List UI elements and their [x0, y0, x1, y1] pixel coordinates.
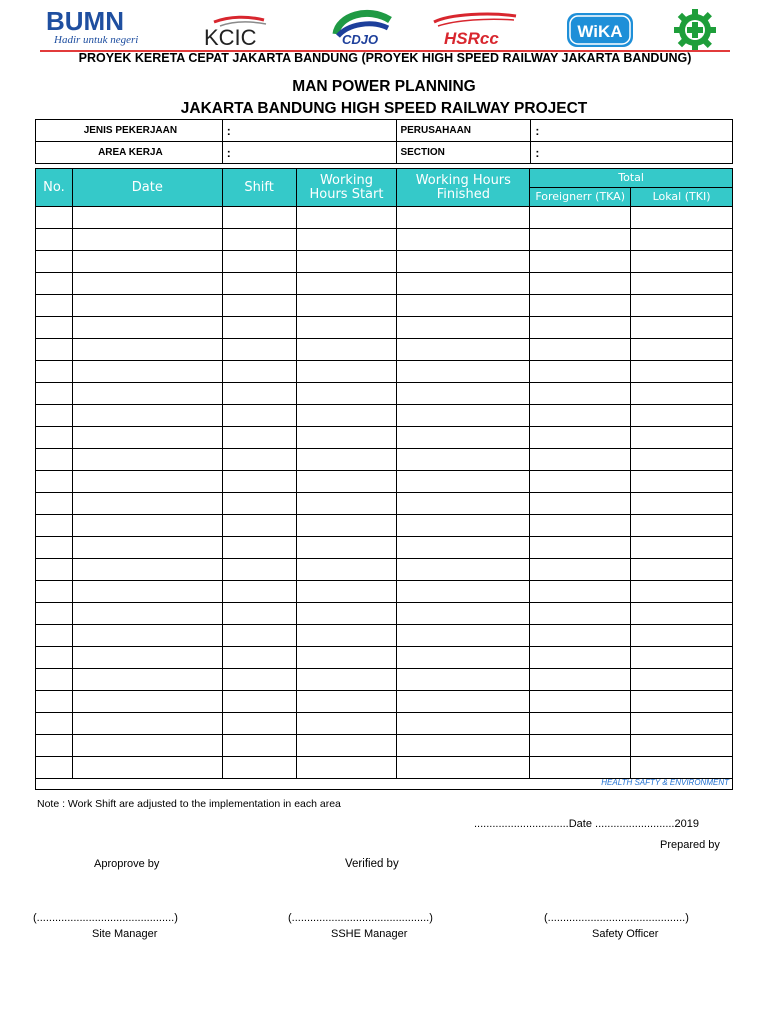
cell-no[interactable] — [36, 647, 73, 669]
cell-no[interactable] — [36, 361, 73, 383]
cell-tka[interactable] — [530, 207, 631, 229]
wika-logo — [566, 12, 634, 48]
cell-no[interactable] — [36, 691, 73, 713]
col-header-working-hours-finished — [397, 169, 530, 207]
table-row — [36, 515, 733, 537]
cell-date[interactable] — [72, 427, 222, 449]
cell-tka[interactable] — [530, 713, 631, 735]
cell-tka[interactable] — [530, 471, 631, 493]
cell-tka[interactable] — [530, 427, 631, 449]
cell-finish[interactable] — [397, 317, 530, 339]
area-kerja-label: AREA KERJA — [36, 142, 223, 164]
cell-tka[interactable] — [530, 669, 631, 691]
col-header-shift: Shift — [222, 169, 296, 207]
cell-tka[interactable] — [530, 493, 631, 515]
page-subtitle: JAKARTA BANDUNG HIGH SPEED RAILWAY PROJECT — [180, 100, 588, 117]
cell-no[interactable] — [36, 471, 73, 493]
table-row — [36, 295, 733, 317]
cell-start[interactable] — [296, 647, 397, 669]
cell-tki[interactable] — [631, 735, 733, 757]
cell-tka[interactable] — [530, 295, 631, 317]
cell-shift[interactable] — [222, 669, 296, 691]
cell-start[interactable] — [296, 537, 397, 559]
cell-no[interactable] — [36, 317, 73, 339]
table-row — [36, 669, 733, 691]
col-header-total: Total — [530, 169, 733, 188]
date-line[interactable]: ...............................Date ..........................2019 — [474, 818, 699, 830]
col-header-tka: Foreignerr (TKA) — [530, 188, 631, 207]
cell-finish[interactable] — [397, 383, 530, 405]
table-row — [36, 691, 733, 713]
table-row — [36, 493, 733, 515]
cell-finish[interactable] — [397, 669, 530, 691]
cell-tki[interactable] — [631, 493, 733, 515]
cell-start[interactable] — [296, 405, 397, 427]
cell-no[interactable] — [36, 735, 73, 757]
cell-shift[interactable] — [222, 405, 296, 427]
cell-finish[interactable] — [397, 581, 530, 603]
cell-no[interactable] — [36, 669, 73, 691]
cell-tki[interactable] — [631, 295, 733, 317]
table-row — [36, 273, 733, 295]
cell-start[interactable] — [296, 691, 397, 713]
col-header-start-line2: Hours Start — [309, 186, 384, 202]
cell-finish[interactable] — [397, 757, 530, 779]
hsrcc-logo-text: HSRcc — [444, 29, 499, 48]
cell-shift[interactable] — [222, 735, 296, 757]
safety-officer-signature[interactable]: (.............................................) — [544, 912, 689, 924]
cell-no[interactable] — [36, 383, 73, 405]
cell-tki[interactable] — [631, 647, 733, 669]
cell-finish[interactable] — [397, 625, 530, 647]
cell-start[interactable] — [296, 427, 397, 449]
cell-finish[interactable] — [397, 691, 530, 713]
cell-tki[interactable] — [631, 449, 733, 471]
cell-date[interactable] — [72, 383, 222, 405]
cell-tka[interactable] — [530, 603, 631, 625]
kcic-logo — [200, 8, 282, 48]
cell-date[interactable] — [72, 713, 222, 735]
cell-date[interactable] — [72, 339, 222, 361]
cell-finish[interactable] — [397, 515, 530, 537]
cell-tka[interactable] — [530, 361, 631, 383]
cell-shift[interactable] — [222, 471, 296, 493]
k3-safety-logo — [672, 8, 718, 52]
cdjo-logo-text: CDJO — [342, 32, 379, 47]
cell-start[interactable] — [296, 339, 397, 361]
cell-tki[interactable] — [631, 317, 733, 339]
col-header-date: Date — [72, 169, 222, 207]
cell-finish[interactable] — [397, 295, 530, 317]
cell-tka[interactable] — [530, 515, 631, 537]
cell-tki[interactable] — [631, 273, 733, 295]
table-row — [36, 427, 733, 449]
cell-date[interactable] — [72, 449, 222, 471]
cell-start[interactable] — [296, 669, 397, 691]
cell-shift[interactable] — [222, 229, 296, 251]
cell-tki[interactable] — [631, 339, 733, 361]
col-header-no: No. — [36, 169, 73, 207]
cell-tki[interactable] — [631, 757, 733, 779]
table-row — [36, 361, 733, 383]
cell-finish[interactable] — [397, 735, 530, 757]
cell-start[interactable] — [296, 603, 397, 625]
hse-caption: HEALTH SAFTY & ENVIRONMENT — [601, 778, 729, 787]
cell-date[interactable] — [72, 251, 222, 273]
cell-start[interactable] — [296, 207, 397, 229]
project-line: PROYEK KERETA CEPAT JAKARTA BANDUNG (PROYEK HIGH SPEED RAILWAY JAKARTA BANDUNG) — [78, 51, 692, 65]
cell-start[interactable] — [296, 295, 397, 317]
cell-tki[interactable] — [631, 427, 733, 449]
cell-no[interactable] — [36, 581, 73, 603]
cell-no[interactable] — [36, 207, 73, 229]
cell-tka[interactable] — [530, 691, 631, 713]
cell-date[interactable] — [72, 361, 222, 383]
cell-tka[interactable] — [530, 735, 631, 757]
cell-start[interactable] — [296, 713, 397, 735]
col-header-tki: Lokal (TKI) — [631, 188, 733, 207]
cell-finish[interactable] — [397, 427, 530, 449]
section-label: SECTION — [397, 142, 531, 164]
cell-no[interactable] — [36, 427, 73, 449]
cell-shift[interactable] — [222, 295, 296, 317]
cell-no[interactable] — [36, 515, 73, 537]
cell-start[interactable] — [296, 493, 397, 515]
cell-no[interactable] — [36, 449, 73, 471]
cell-no[interactable] — [36, 295, 73, 317]
cell-shift[interactable] — [222, 757, 296, 779]
table-row — [36, 317, 733, 339]
info-table — [35, 119, 733, 164]
table-row — [36, 405, 733, 427]
cell-no[interactable] — [36, 713, 73, 735]
cell-shift[interactable] — [222, 691, 296, 713]
cell-date[interactable] — [72, 207, 222, 229]
cell-tki[interactable] — [631, 691, 733, 713]
cell-tki[interactable] — [631, 669, 733, 691]
table-row — [36, 471, 733, 493]
cell-tka[interactable] — [530, 449, 631, 471]
bumn-tagline: Hadir untuk negeri — [54, 34, 139, 46]
table-row — [36, 603, 733, 625]
cell-finish[interactable] — [397, 405, 530, 427]
cell-tka[interactable] — [530, 229, 631, 251]
site-manager-signature[interactable]: (.............................................) — [33, 912, 178, 924]
cell-shift[interactable] — [222, 559, 296, 581]
col-header-finish-line2: Finished — [436, 186, 490, 202]
cell-start[interactable] — [296, 317, 397, 339]
cdjo-logo — [328, 6, 398, 48]
cell-date[interactable] — [72, 757, 222, 779]
cell-no[interactable] — [36, 603, 73, 625]
cell-shift[interactable] — [222, 603, 296, 625]
cell-shift[interactable] — [222, 427, 296, 449]
cell-shift[interactable] — [222, 339, 296, 361]
cell-date[interactable] — [72, 493, 222, 515]
cell-tki[interactable] — [631, 361, 733, 383]
cell-tki[interactable] — [631, 537, 733, 559]
cell-finish[interactable] — [397, 449, 530, 471]
cell-date[interactable] — [72, 295, 222, 317]
cell-tki[interactable] — [631, 603, 733, 625]
site-manager-label: Site Manager — [92, 928, 158, 940]
section-field[interactable]: : — [531, 142, 733, 164]
cell-date[interactable] — [72, 691, 222, 713]
cell-tka[interactable] — [530, 647, 631, 669]
cell-no[interactable] — [36, 559, 73, 581]
cell-tka[interactable] — [530, 251, 631, 273]
perusahaan-field[interactable]: : — [531, 120, 733, 142]
cell-shift[interactable] — [222, 647, 296, 669]
table-row — [36, 647, 733, 669]
bumn-logo — [46, 8, 158, 50]
hsrcc-logo — [430, 10, 520, 48]
table-row — [36, 383, 733, 405]
cell-shift[interactable] — [222, 625, 296, 647]
page-title: MAN POWER PLANNING — [292, 78, 476, 95]
cell-no[interactable] — [36, 537, 73, 559]
table-row — [36, 229, 733, 251]
area-kerja-field[interactable]: : — [222, 142, 397, 164]
cell-start[interactable] — [296, 735, 397, 757]
cell-tki[interactable] — [631, 405, 733, 427]
cell-shift[interactable] — [222, 207, 296, 229]
cell-no[interactable] — [36, 251, 73, 273]
cell-finish[interactable] — [397, 361, 530, 383]
cell-start[interactable] — [296, 515, 397, 537]
cell-date[interactable] — [72, 471, 222, 493]
cell-shift[interactable] — [222, 515, 296, 537]
cell-shift[interactable] — [222, 317, 296, 339]
wika-logo-text: WiKA — [577, 22, 623, 41]
cell-finish[interactable] — [397, 603, 530, 625]
cell-start[interactable] — [296, 229, 397, 251]
table-row — [36, 757, 733, 779]
cell-no[interactable] — [36, 273, 73, 295]
cell-tki[interactable] — [631, 581, 733, 603]
cell-tki[interactable] — [631, 515, 733, 537]
cell-tka[interactable] — [530, 317, 631, 339]
cell-date[interactable] — [72, 581, 222, 603]
safety-officer-label: Safety Officer — [592, 928, 659, 940]
cell-date[interactable] — [72, 317, 222, 339]
cell-finish[interactable] — [397, 229, 530, 251]
col-header-finish-line1: Working Hours — [415, 172, 511, 188]
bumn-logo-text: BUMN — [46, 6, 124, 36]
cell-tki[interactable] — [631, 383, 733, 405]
col-header-start-line1: Working — [319, 172, 373, 188]
verified-by-label: Verified by — [345, 858, 399, 870]
manpower-table — [35, 168, 733, 779]
cell-date[interactable] — [72, 625, 222, 647]
cell-finish[interactable] — [397, 339, 530, 361]
sshe-manager-label: SSHE Manager — [331, 928, 408, 940]
hse-strip — [35, 777, 733, 790]
cell-shift[interactable] — [222, 581, 296, 603]
cell-tki[interactable] — [631, 207, 733, 229]
cell-start[interactable] — [296, 273, 397, 295]
cell-no[interactable] — [36, 339, 73, 361]
note-text: Note : Work Shift are adjusted to the implementation in each area — [37, 798, 341, 810]
approve-by-label: Aproprove by — [94, 858, 160, 870]
jenis-pekerjaan-label: JENIS PEKERJAAN — [36, 120, 223, 142]
cell-shift[interactable] — [222, 251, 296, 273]
cell-start[interactable] — [296, 559, 397, 581]
sshe-manager-signature[interactable]: (.............................................) — [288, 912, 433, 924]
cell-date[interactable] — [72, 273, 222, 295]
cell-tka[interactable] — [530, 559, 631, 581]
cell-finish[interactable] — [397, 471, 530, 493]
cell-tki[interactable] — [631, 559, 733, 581]
cell-tka[interactable] — [530, 757, 631, 779]
manpower-table-body — [36, 207, 733, 779]
cell-finish[interactable] — [397, 251, 530, 273]
cell-finish[interactable] — [397, 647, 530, 669]
cell-date[interactable] — [72, 405, 222, 427]
cell-tka[interactable] — [530, 581, 631, 603]
cell-shift[interactable] — [222, 713, 296, 735]
cell-tka[interactable] — [530, 339, 631, 361]
cell-tki[interactable] — [631, 229, 733, 251]
cell-start[interactable] — [296, 383, 397, 405]
cell-start[interactable] — [296, 449, 397, 471]
table-row — [36, 625, 733, 647]
cell-no[interactable] — [36, 405, 73, 427]
cell-date[interactable] — [72, 669, 222, 691]
table-row — [36, 735, 733, 757]
table-row — [36, 713, 733, 735]
cell-finish[interactable] — [397, 273, 530, 295]
table-row — [36, 339, 733, 361]
cell-date[interactable] — [72, 537, 222, 559]
cell-tki[interactable] — [631, 713, 733, 735]
cell-tki[interactable] — [631, 471, 733, 493]
table-row — [36, 559, 733, 581]
cell-no[interactable] — [36, 757, 73, 779]
cell-shift[interactable] — [222, 383, 296, 405]
cell-tka[interactable] — [530, 537, 631, 559]
table-row — [36, 251, 733, 273]
cell-start[interactable] — [296, 471, 397, 493]
cell-start[interactable] — [296, 251, 397, 273]
cell-finish[interactable] — [397, 537, 530, 559]
jenis-pekerjaan-field[interactable]: : — [222, 120, 397, 142]
cell-shift[interactable] — [222, 493, 296, 515]
cell-finish[interactable] — [397, 559, 530, 581]
cell-date[interactable] — [72, 515, 222, 537]
perusahaan-label: PERUSAHAAN — [397, 120, 531, 142]
cell-no[interactable] — [36, 625, 73, 647]
cell-tka[interactable] — [530, 383, 631, 405]
cell-shift[interactable] — [222, 273, 296, 295]
cell-date[interactable] — [72, 735, 222, 757]
kcic-logo-text: KCIC — [204, 25, 257, 48]
cell-no[interactable] — [36, 229, 73, 251]
table-row — [36, 449, 733, 471]
prepared-by-label: Prepared by — [660, 839, 720, 851]
cell-date[interactable] — [72, 603, 222, 625]
cell-shift[interactable] — [222, 449, 296, 471]
table-row — [36, 537, 733, 559]
cell-tka[interactable] — [530, 273, 631, 295]
table-row — [36, 581, 733, 603]
cell-start[interactable] — [296, 757, 397, 779]
cell-finish[interactable] — [397, 713, 530, 735]
cell-start[interactable] — [296, 361, 397, 383]
cell-tki[interactable] — [631, 251, 733, 273]
cell-date[interactable] — [72, 647, 222, 669]
col-header-working-hours-start — [296, 169, 397, 207]
cell-start[interactable] — [296, 625, 397, 647]
cell-date[interactable] — [72, 559, 222, 581]
table-row — [36, 207, 733, 229]
cell-tka[interactable] — [530, 405, 631, 427]
cell-no[interactable] — [36, 493, 73, 515]
cell-shift[interactable] — [222, 537, 296, 559]
cell-tki[interactable] — [631, 625, 733, 647]
cell-finish[interactable] — [397, 493, 530, 515]
cell-shift[interactable] — [222, 361, 296, 383]
cell-tka[interactable] — [530, 625, 631, 647]
cell-start[interactable] — [296, 581, 397, 603]
cell-date[interactable] — [72, 229, 222, 251]
cell-finish[interactable] — [397, 207, 530, 229]
